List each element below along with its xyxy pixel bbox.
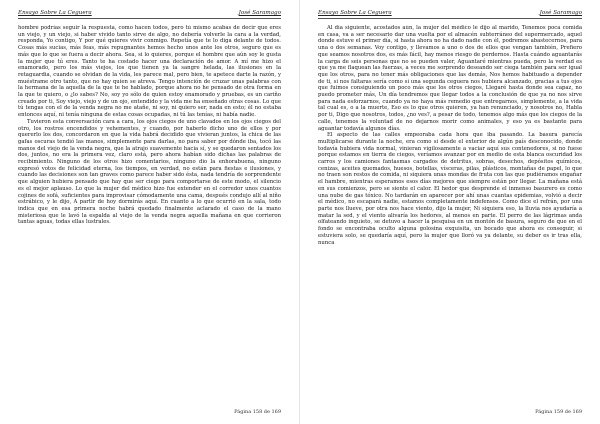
- book-title: Ensayo Sobre La Ceguera: [18, 10, 92, 16]
- paragraph: hombre podrías seguir la respuesta, como hacen todos, pero tú mismo acabas de decir que eres un viejo, y un viejo, si haber vivido tanto sirve de algo, no debería volverle la cara a la verdad, responda, Yo contigo, Y por qué quieres vivir conmigo. Repetía que te lo diga delante de todos. Cosas más sucias, más feas, más repugnantes hemos hecho unos ante los otros, seguro que es más que lo que se fuera a decir ahora. Sea, si lo quieres, porque el hombre que aún soy le gusta la mujer que tú eres. Tanto te ha costado hacer una declaración de amor. A mí me hizo el enamorado, pero los más viejos, los que tienen ya la sangre helada, las ilusiones en la retaguardia, cuando se olvidan de la vida, les parece mal, pero bien, te apetece darte la razón, y muéstrame otro tanto, que no hay quien se atreva. Tengo intención de cruzar unas palabras con la hermana de la aquella de la que te he hablado, porque ahora no he pensado de otra forma en la que te quiero, o ¿lo sabes? No, soy yo sólo de quien estoy enamorado y pruebas, es un cariño creado por ti, Soy viejo, viejo y de un ojo, entendido y la vida me ha enseñado otras cosas. Lo que tú tengas con el de la venda negra no me atañe, ni soy, ni quiero ser, nada en esto; él no estaba entonces aquí, ni tenía ninguna de estas cosas ocupadas, ni tú las tenías, ni había nadie.: [18, 25, 281, 119]
- paragraph: Tuvieron esta conversación cara a cara, los ojos ciegos de uno clavados en los ojos ciegos del otro, los rostros encendidos y vehementes, y cuando, por haberlo dicho uno de ellos y por quererlo los dos, concordaron en que la vida habrá decidido que vivieran juntos, la chica de las gafas oscuras tendió las manos, simplemente para darlas, no para saber por dónde iba, tocó las manos del viejo de la venda negra, que la atrajo suavemente hacia sí, y se quedaron sentados los dos, juntos, no era la primera vez, claro está, pero ahora habían sido dichas las palabras de recibimiento. Ninguno de los otros hizo comentarios, ninguno dio la enhorabuena, ninguno expresó votos de felicidad eterna, los tiempos, en verdad, no están para fiestas e ilusiones, y cuando las decisiones son tan graves como parece haber sido ésta, nada tendría de sorprendente que alguien hubiera pensado que hay que ser ciego para comportarse de este modo, el silencio es el mejor aplauso. Lo que la mujer del médico hizo fue extender en el corredor unos cuantos cojines de sofá, suficientes para improvisar cómodamente una cama, después condujo allí al niño estrábico, y le dijo, A partir de hoy dormirás aquí. En cuanto a lo que ocurrió en la sala, todo indica que en esa primera noche habrá quedado finalmente aclarado el caso de la mano misteriosa que le lavó la espalda al viejo de la venda negra aquella mañana en que corrieron tantas aguas, todas ellas lustrales.: [18, 118, 281, 226]
- page-current: 158: [252, 409, 263, 415]
- page-header: [18, 10, 281, 19]
- page-body: [18, 25, 281, 402]
- page-total: 169: [271, 409, 281, 415]
- page-sep: de: [263, 409, 270, 415]
- page-body: [318, 25, 582, 402]
- page-header: [318, 10, 582, 19]
- paragraph: El aspecto de las calles empeoraba cada hora que iba pasando. La basura parecía multiplicarse durante la noche, era como si desde el exterior de algún país desconocido, donde todavía hubiera vida normal, vinieran vigilosamente a vaciar aquí sus contenedores, si no fuese porque estamos en tierra de ciegos, veríamos avanzar por en medio de esta blanca oscuridad los carros y los camiones fantasmas cargados de detritus, sobras, desechos, depósitos químicos, cenizas, aceites quemados, huesos, botellas, vísceras, pilas, plásticos, montañas de papel, lo que no traen son restos de comida, ni siquiera unas mondas de fruta con las que pudiéramos engañar el hambre, mientras esperamos esos días mejores que siempre están por llegar. La mañana está en sus comienzos, pero se siente el calor. El hedor que desprende el inmenso basurero es como una nube de gas tóxico. No tardarán en aparecer por ahí unas cuantas epidemias, volvió a decir el médico, no escapará nadie, estamos completamente indefensos. Como dice el refrán, por una parte nos llueve, por otra nos hace viento, dijo la mujer, Ni siquiera eso, la lluvia nos ayudaría a matar la sed, y el viento alivaría los hedores, al menos en parte. El perro de las lágrimas anda olfateando inquieto, se detuvo a hacer la pesquisa en un montón de basura, seguro de que en el fondo se encontraba oculto alguna golosina exquisita, un bocado que ahora es conseguir, si estuviera solo, se quedaría aquí, pero la mujer que lloró va ya delante, su deber es ir tras ella, nunca: [318, 132, 582, 246]
- book-title: Ensayo Sobre La Ceguera: [318, 10, 392, 16]
- page-current: 159: [553, 409, 564, 415]
- book-author: José Saramago: [238, 10, 281, 16]
- page-label: Página: [234, 409, 252, 415]
- page-sep: de: [564, 409, 571, 415]
- page-number: [534, 409, 582, 415]
- book-author: José Saramago: [539, 10, 582, 16]
- page-total: 169: [572, 409, 582, 415]
- paragraph: Al día siguiente, acostados aún, la mujer del médico le dijo al marido, Tenemos poca comida en casa, va a ser necesario dar una vuelta por el almacén subterráneo del supermercado, aquel donde estuve el primer día, si hasta ahora no ha dado nadie con él, podremos abastecernos, para una o dos semanas. Voy contigo, y llevamos a uno o dos de ellos que vengan también, Prefiero que seamos nosotros dos, es más fácil, hay menos riesgo de perdernos. Hasta cuándo aguantarás la carga de seis personas que no se pueden valer, Aguantaré mientras pueda, pero la verdad es que ya me flaquean las fuerzas, a veces me sorprendo deseando ser ciega también para ser igual que los otros, para no tener más obligaciones que las demás, Nos hemos habituado a depender de ti, si nos faltaras sería como si una segunda ceguera nos hubiera alcanzado, gracias a tus ojos que fuimos consiguiendo un poco más que los otros ciegos, Llegaré hasta donde sea capaz, no puedo prometer más, Un día tendremos que llegar todos a la conclusión de que ya no nos sirve para nada esforzarnos, cuando ya no haya más remedio que entregarnos, simplemente, a la vida tal cual es, o a la muerte, Eso es lo que otros quieren, ya han renunciado, y nosotros no, Habla por ti, Digo que nosotros, todos, ¿no ves?, a pesar de todo, tenemos algo más que los ciegos de la calle, tenemos la voluntad de no dejarnos morir como animales, y eso ya es bastante para aguantar todavía algunos días.: [318, 25, 582, 132]
- page-label: Página: [535, 409, 553, 415]
- page-number: [233, 409, 281, 415]
- right-page: [300, 0, 600, 424]
